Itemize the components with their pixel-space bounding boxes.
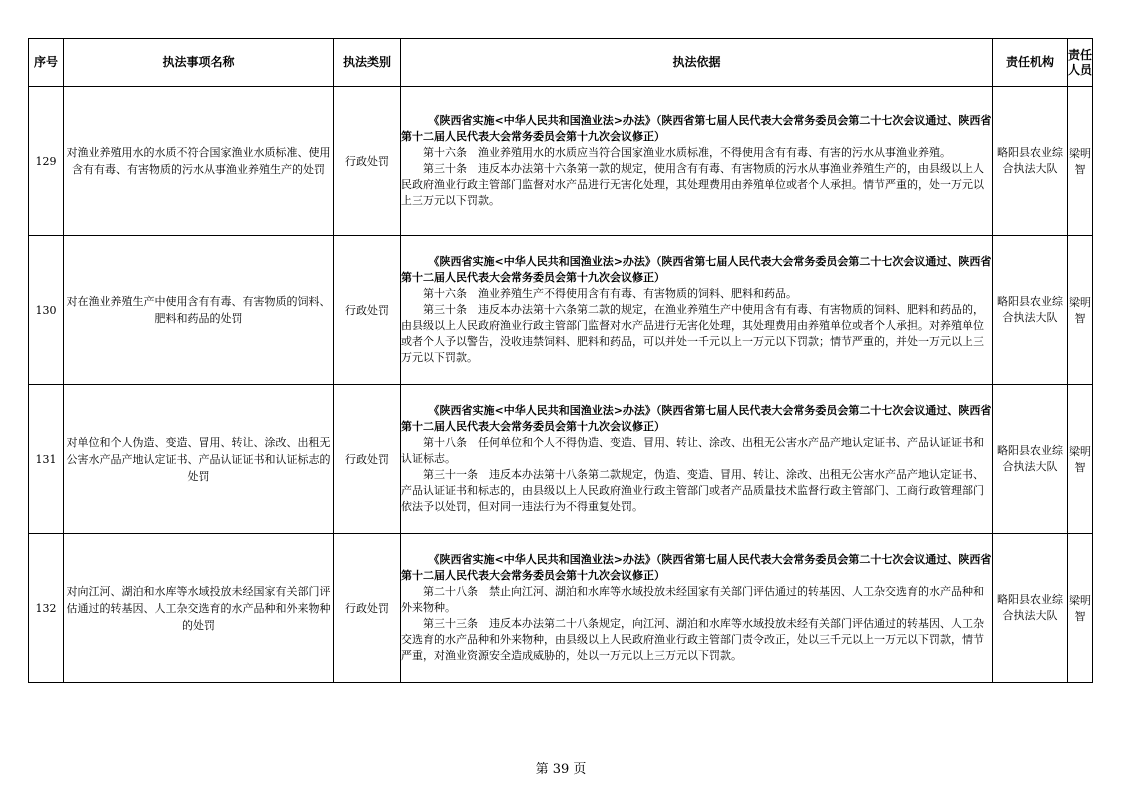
row-item-name: 对在渔业养殖生产中使用含有有毒、有害物质的饲料、肥料和药品的处罚 — [64, 236, 334, 385]
row-item-name: 对单位和个人伪造、变造、冒用、转让、涂改、出租无公害水产品产地认定证书、产品认证证书和认证标志的处罚 — [64, 385, 334, 534]
row-type: 行政处罚 — [334, 385, 401, 534]
row-basis — [401, 87, 993, 236]
header-name: 执法事项名称 — [64, 39, 334, 87]
row-seq: 129 — [29, 87, 64, 236]
row-type: 行政处罚 — [334, 87, 401, 236]
header-person: 责任人员 — [1068, 39, 1093, 87]
row-item-name: 对向江河、湖泊和水库等水域投放未经国家有关部门评估通过的转基因、人工杂交选育的水产品种和外来物种的处罚 — [64, 534, 334, 683]
page-number: 39 — [552, 762, 570, 777]
row-type: 行政处罚 — [334, 236, 401, 385]
table-row — [29, 534, 1093, 683]
footer-suffix: 页 — [573, 762, 587, 777]
row-basis — [401, 385, 993, 534]
law-article: 第十八条 任何单位和个人不得伪造、变造、冒用、转让、涂改、出租无公害水产品产地认定证书、产品认证证书和认证标志。 — [401, 436, 984, 465]
header-org: 责任机构 — [993, 39, 1068, 87]
footer-prefix: 第 — [535, 762, 549, 777]
row-basis — [401, 236, 993, 385]
law-title: 《陕西省实施<中华人民共和国渔业法>办法》（陕西省第七届人民代表大会常务委员会第二十七次会议通过、陕西省第十二届人民代表大会常务委员会第十九次会议修正） — [401, 255, 992, 284]
row-seq: 132 — [29, 534, 64, 683]
row-type: 行政处罚 — [334, 534, 401, 683]
row-org: 略阳县农业综合执法大队 — [993, 236, 1068, 385]
enforcement-table — [28, 38, 1093, 683]
law-title: 《陕西省实施<中华人民共和国渔业法>办法》（陕西省第七届人民代表大会常务委员会第二十七次会议通过、陕西省第十二届人民代表大会常务委员会第十九次会议修正） — [401, 553, 992, 582]
law-article: 第三十一条 违反本办法第十八条第二款规定，伪造、变造、冒用、转让、涂改、出租无公害水产品产地认定证书、产品认证证书和标志的，由县级以上人民政府渔业行政主管部门或者产品质量技术监督行政主管部门、工商行政管理部门依法予以处罚，但对同一违法行为不得重复处罚。 — [401, 468, 984, 513]
row-basis — [401, 534, 993, 683]
table-header-row — [29, 39, 1093, 87]
table-row — [29, 87, 1093, 236]
law-title: 《陕西省实施<中华人民共和国渔业法>办法》（陕西省第七届人民代表大会常务委员会第二十七次会议通过、陕西省第十二届人民代表大会常务委员会第十九次会议修正） — [401, 114, 992, 143]
table-row — [29, 385, 1093, 534]
law-title: 《陕西省实施<中华人民共和国渔业法>办法》（陕西省第七届人民代表大会常务委员会第二十七次会议通过、陕西省第十二届人民代表大会常务委员会第十九次会议修正） — [401, 404, 992, 433]
law-article: 第十六条 渔业养殖生产不得使用含有有毒、有害物质的饲料、肥料和药品。 — [423, 287, 797, 300]
row-person: 梁明智 — [1068, 534, 1093, 683]
row-person: 梁明智 — [1068, 385, 1093, 534]
row-item-name: 对渔业养殖用水的水质不符合国家渔业水质标准、使用含有有毒、有害物质的污水从事渔业养殖生产的处罚 — [64, 87, 334, 236]
row-org: 略阳县农业综合执法大队 — [993, 534, 1068, 683]
table-row — [29, 236, 1093, 385]
row-seq: 130 — [29, 236, 64, 385]
page-footer — [0, 758, 1122, 777]
law-article: 第三十条 违反本办法第十六条第一款的规定，使用含有有毒、有害物质的污水从事渔业养殖生产的，由县级以上人民政府渔业行政主管部门监督对水产品进行无害化处理，其处理费用由养殖单位或者个人承担。情节严重的，处一万元以上三万元以下罚款。 — [401, 162, 984, 207]
law-article: 第十六条 渔业养殖用水的水质应当符合国家渔业水质标准，不得使用含有有毒、有害的污水从事渔业养殖。 — [423, 146, 951, 159]
row-org: 略阳县农业综合执法大队 — [993, 87, 1068, 236]
law-article: 第三十条 违反本办法第十六条第二款的规定，在渔业养殖生产中使用含有有毒、有害物质的饲料、肥料和药品的，由县级以上人民政府渔业行政主管部门监督对水产品进行无害化处理，其处理费用由养殖单位或者个人承担。对养殖单位或者个人予以警告，没收违禁饲料、肥料和药品，可以并处一千元以上一万元以下罚款；情节严重的，并处一万元以上三万元以下罚款。 — [401, 303, 984, 364]
header-type: 执法类别 — [334, 39, 401, 87]
law-article: 第三十三条 违反本办法第二十八条规定，向江河、湖泊和水库等水域投放未经有关部门评估通过的转基因、人工杂交选育的水产品种和外来物种，由县级以上人民政府渔业行政主管部门责令改正，处以三千元以上一万元以下罚款，情节严重，对渔业资源安全造成威胁的，处以一万元以上三万元以下罚款。 — [401, 617, 984, 662]
row-person: 梁明智 — [1068, 87, 1093, 236]
row-seq: 131 — [29, 385, 64, 534]
header-basis: 执法依据 — [401, 39, 993, 87]
row-org: 略阳县农业综合执法大队 — [993, 385, 1068, 534]
row-person: 梁明智 — [1068, 236, 1093, 385]
law-article: 第二十八条 禁止向江河、湖泊和水库等水域投放未经国家有关部门评估通过的转基因、人工杂交选育的水产品种和外来物种。 — [401, 585, 984, 614]
header-seq: 序号 — [29, 39, 64, 87]
